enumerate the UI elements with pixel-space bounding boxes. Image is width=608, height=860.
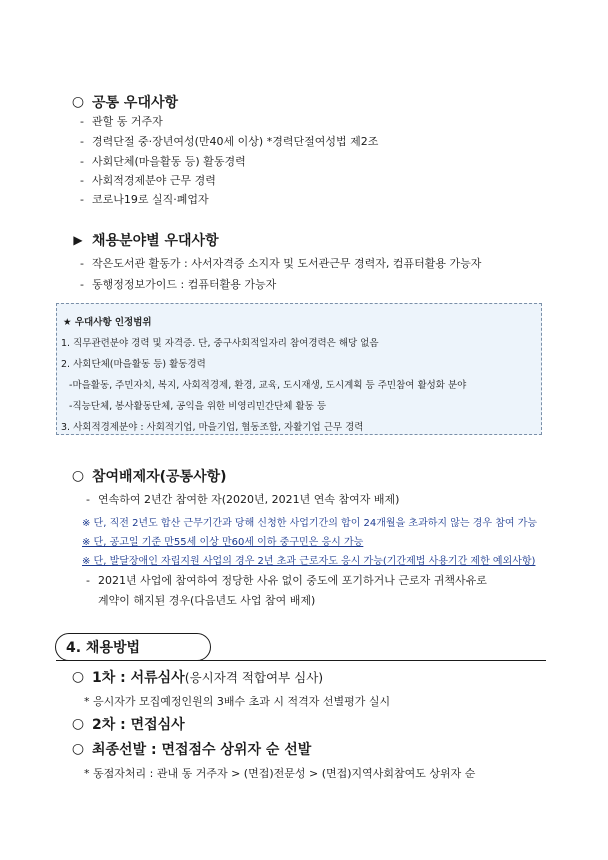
preference-scope-box — [56, 303, 542, 435]
common-item: - 경력단절 중·장년여성(만40세 이상) *경력단절여성법 제2조 — [80, 135, 379, 148]
common-title: 공통 우대사항 — [92, 95, 179, 111]
exclusion-title: 참여배제자(공통사항) — [92, 469, 227, 485]
circle-bullet-icon: ○ — [71, 669, 85, 685]
circle-bullet-icon: ○ — [71, 716, 85, 732]
triangle-bullet-icon: ▶ — [73, 233, 83, 247]
common-item: - 사회단체(마을활동 등) 활동경력 — [80, 155, 246, 168]
box-line: 2. 사회단체(마을활동 등) 활동경력 — [61, 359, 206, 370]
box-title: ★ 우대사항 인정범위 — [63, 317, 152, 328]
section-tab-recruitment-method: 4. 채용방법 — [55, 633, 211, 661]
field-title: 채용분야별 우대사항 — [92, 233, 219, 249]
field-heading — [70, 230, 219, 250]
final-selection-heading: ○ 최종선발 : 면접점수 상위자 순 선발 — [71, 741, 312, 758]
circle-bullet-icon: ○ — [71, 468, 85, 484]
common-item: - 관할 동 거주자 — [80, 115, 163, 128]
tie-break-note: * 동점자처리 : 관내 동 거주자 > (면접)전문성 > (면접)지역사회참여도 상위자 순 — [84, 767, 476, 780]
first-stage-note: * 응시자가 모집예정인원의 3배수 초과 시 적격자 선별평가 실시 — [84, 695, 391, 708]
circle-bullet-icon: ○ — [71, 94, 85, 110]
exclusion-note: ※ 단, 발달장애인 자립지원 사업의 경우 2년 초과 근로자도 응시 가능(기간제법 사용기간 제한 예외사항) — [82, 556, 536, 567]
box-line: 1. 직무관련분야 경력 및 자격증. 단, 중구사회적일자리 참여경력은 해당 없음 — [61, 338, 379, 349]
exclusion-note: ※ 단, 직전 2년도 합산 근무기간과 당해 신청한 사업기간의 합이 24개월을 초과하지 않는 경우 참여 가능 — [82, 518, 538, 529]
exclusion-item: - 2021년 사업에 참여하여 정당한 사유 없이 중도에 포기하거나 근로자 귀책사유로 — [86, 574, 487, 587]
circle-bullet-icon: ○ — [71, 741, 85, 757]
first-stage-heading: ○ 1차 : 서류심사 (응시자격 적합여부 심사) — [71, 669, 324, 686]
exclusion-item-continued: 계약이 해지된 경우(다음년도 사업 참여 배제) — [98, 594, 316, 607]
box-line: -직능단체, 봉사활동단체, 공익을 위한 비영리민간단체 활동 등 — [69, 401, 327, 412]
common-heading — [70, 92, 178, 112]
common-item: - 사회적경제분야 근무 경력 — [80, 174, 216, 187]
box-line: 3. 사회적경제분야 : 사회적기업, 마을기업, 협동조합, 자활기업 근무 경력 — [61, 422, 364, 433]
exclusion-note: ※ 단, 공고일 기준 만55세 이상 만60세 이하 중구민은 응시 가능 — [82, 537, 364, 548]
exclusion-heading — [70, 466, 227, 486]
second-stage-heading: ○ 2차 : 면접심사 — [71, 716, 185, 733]
field-item: - 동행정정보가이드 : 컴퓨터활용 가능자 — [80, 278, 277, 291]
exclusion-item: - 연속하여 2년간 참여한 자(2020년, 2021년 연속 참여자 배제) — [86, 493, 400, 506]
box-line: -마을활동, 주민자치, 복지, 사회적경제, 환경, 교육, 도시재생, 도시계획 등 주민참여 활성화 분야 — [69, 380, 467, 391]
star-icon: ★ — [63, 317, 72, 328]
field-item: - 작은도서관 활동가 : 사서자격증 소지자 및 도서관근무 경력자, 컴퓨터활용 가능자 — [80, 257, 482, 270]
common-item: - 코로나19로 실직·폐업자 — [80, 193, 209, 206]
section-divider — [56, 660, 546, 661]
